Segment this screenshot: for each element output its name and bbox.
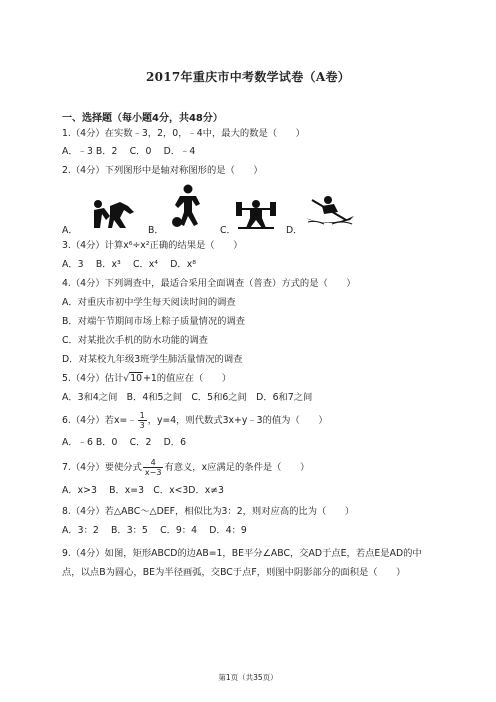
question-8-stem: 8.（4分）若△ABC～△DEF，相似比为3：2，则对应高的比为（ ）	[62, 506, 355, 517]
fraction: $\frac{4}{x-3}$	[144, 458, 162, 477]
option-a-label: A．	[62, 225, 78, 236]
section-heading: 一、选择题（每小题4分，共48分）	[62, 113, 223, 124]
question-3-options: A．3 B．x³ C．x⁴ D．x⁸	[62, 259, 196, 270]
question-1-options: A．﹣3 B．2 C．0 D．﹣4	[62, 146, 196, 157]
question-4-stem: 4.（4分）下列调查中，最适合采用全面调查（普查）方式的是（ ）	[62, 278, 356, 289]
sqrt-sign: √	[123, 373, 130, 384]
question-8-options: A．3：2 B．3：5 C．9：4 D．4：9	[62, 525, 247, 536]
option-c-label: C．	[220, 225, 236, 236]
question-2-figures	[62, 184, 442, 236]
option-b-label: B．	[148, 225, 164, 236]
option-b-figure	[170, 184, 204, 230]
option-d-figure	[302, 194, 358, 228]
question-9-stem: 9.（4分）如图，矩形ABCD的边AB=1，BE平分∠ABC，交AD于点E，若点E是AD的中点，以点B为圆心，BE为半径画弧，交BC于点F，则图中阴影部分的面积是（ ）	[62, 548, 422, 578]
page-title: 2017年重庆市中考数学试卷（A卷）	[145, 70, 351, 84]
question-4-option-a: A．对重庆市初中学生每天阅读时间的调查	[62, 297, 236, 308]
question-4-option-c: C．对某批次手机的防水功能的调查	[62, 335, 208, 346]
question-4-option-d: D．对某校九年级3班学生肺活量情况的调查	[62, 354, 243, 365]
question-2-stem: 2.（4分）下列图形中是轴对称图形的是（ ）	[62, 165, 263, 176]
question-5-stem: 5.（4分）估计√10+1的值应在（ ）	[62, 373, 232, 384]
question-5-options: A．3和4之间 B．4和5之间 C．5和6之间 D．6和7之间	[62, 392, 313, 403]
option-c-figure	[234, 198, 278, 230]
option-a-figure	[90, 198, 138, 232]
question-6-stem: 6.（4分）若x=﹣ $\frac{1}{3}$ ，y=4，则代数式3x+y﹣3的值为（ ）	[62, 411, 328, 430]
question-7-options: A．x>3 B．x=3 C．x<3D．x≠3	[62, 485, 224, 496]
question-1-stem: 1.（4分）在实数﹣3，2，0，﹣4中，最大的数是（ ）	[62, 128, 305, 139]
question-4-option-b: B．对端午节期间市场上粽子质量情况的调查	[62, 316, 246, 327]
fraction: $\frac{1}{3}$	[139, 411, 145, 430]
question-3-stem: 3.（4分）计算x⁶÷x²正确的结果是（ ）	[62, 240, 243, 251]
question-7-stem: 7.（4分）要使分式 $\frac{4}{x-3}$ 有意义，x应满足的条件是（ ）	[62, 458, 310, 477]
question-6-options: A．﹣6 B．0 C．2 D．6	[62, 437, 186, 448]
option-d-label: D．	[286, 225, 303, 236]
radicand: 10	[130, 373, 143, 384]
page-footer: 第1页（共35页）	[218, 673, 278, 682]
